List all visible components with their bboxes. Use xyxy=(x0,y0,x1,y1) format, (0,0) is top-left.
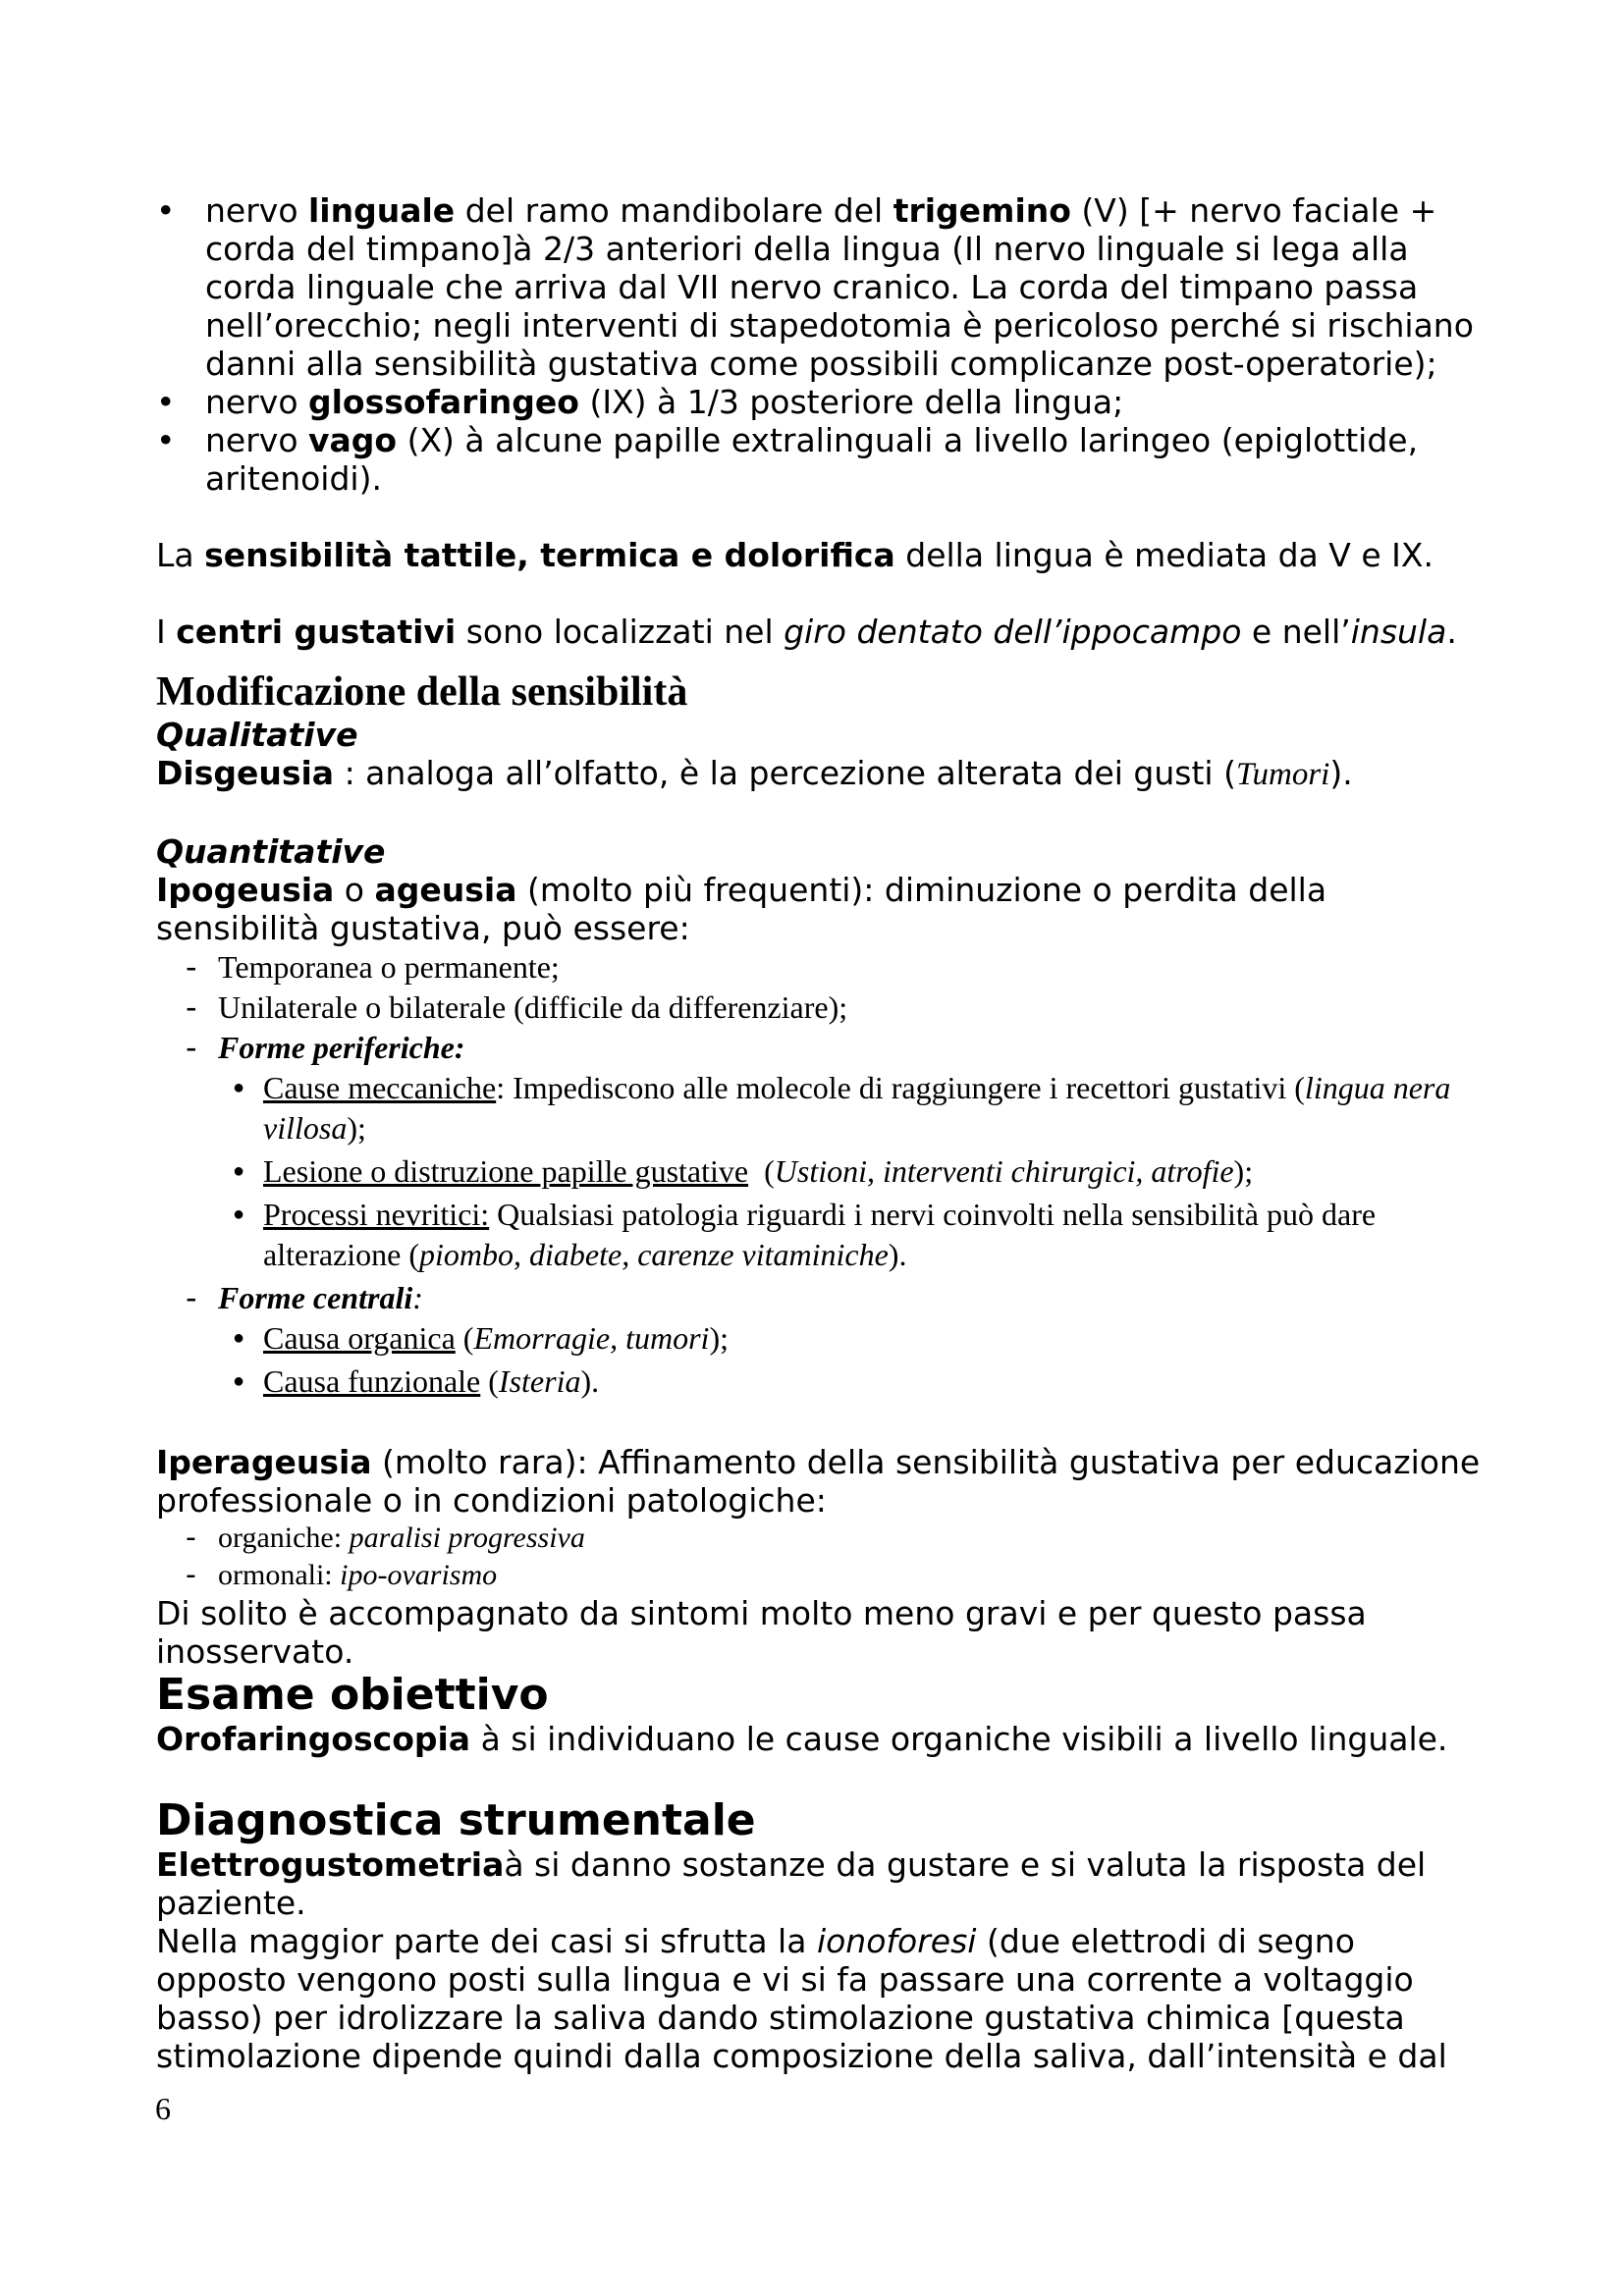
text: à si individuano le cause organiche visibili a livello linguale. xyxy=(470,1720,1448,1758)
underlined-text: Causa organica xyxy=(263,1320,456,1356)
italic-text: Ustioni, interventi chirurgici, atrofie xyxy=(774,1153,1234,1189)
text: ( xyxy=(748,1153,775,1189)
bold-text: trigemino xyxy=(893,191,1071,230)
bold-text: glossofaringeo xyxy=(308,383,579,421)
text: del ramo mandibolare del xyxy=(455,191,893,230)
list-item xyxy=(218,1195,1482,1275)
text: e nell’ xyxy=(1241,613,1351,651)
text: nervo xyxy=(205,421,308,459)
text: nervo xyxy=(205,191,308,230)
bold-text: vago xyxy=(308,421,398,459)
esame-paragraph xyxy=(156,1720,1482,1758)
italic-text: piombo, diabete, carenze vitaminiche xyxy=(419,1237,889,1272)
underlined-text: Processi nevritici: xyxy=(263,1197,490,1232)
list-item-forme-periferiche xyxy=(156,1028,1482,1275)
bold-text: centri gustativi xyxy=(176,613,457,651)
text: della lingua è mediata da V e IX. xyxy=(894,536,1434,574)
list-item xyxy=(218,1362,1482,1402)
text: o xyxy=(334,871,375,909)
list-item-nervo-vago xyxy=(156,421,1482,498)
text: ). xyxy=(1329,754,1353,792)
text: Nella maggior parte dei casi si sfrutta la xyxy=(156,1922,817,1960)
ipogeusia-list xyxy=(156,947,1482,1402)
nerve-list xyxy=(156,191,1482,498)
subheading-quantitative: Quantitative xyxy=(156,832,386,871)
centrali-list xyxy=(218,1318,1482,1402)
italic-text: lingua nera villosa xyxy=(263,1070,1451,1146)
text: ormonali: xyxy=(218,1559,341,1591)
bold-text: Elettrogustometria xyxy=(156,1845,505,1884)
diagnostica-paragraph xyxy=(156,1845,1482,1922)
ionoforesi-paragraph xyxy=(156,1922,1482,2075)
page-number: 6 xyxy=(155,2091,171,2126)
text: ); xyxy=(347,1110,366,1146)
text: (due elettrodi di segno opposto vengono posti sulla lingua e vi si fa passare una corrente a voltaggio basso) per idrolizzare la saliva dando stimolazione gustativa chimica [questa stimolazione dipende quindi dalla composizione della saliva, dall’intensità e dal xyxy=(156,1922,1447,2075)
list-item xyxy=(218,1068,1482,1148)
section-heading-diagnostica: Diagnostica strumentale xyxy=(156,1795,756,1845)
text: ); xyxy=(709,1320,729,1356)
bold-text: sensibilità tattile, termica e dolorifica xyxy=(204,536,895,574)
list-item xyxy=(218,1151,1482,1192)
colon: : xyxy=(412,1280,423,1315)
text: ). xyxy=(580,1363,600,1399)
disgeusia-paragraph xyxy=(156,754,1482,794)
spacer xyxy=(156,1758,1482,1796)
list-item-forme-centrali xyxy=(156,1278,1482,1402)
periferiche-list xyxy=(218,1068,1482,1275)
spacer xyxy=(156,574,1482,613)
italic-text: Isteria xyxy=(498,1363,581,1399)
text: ( xyxy=(480,1363,499,1399)
tactile-paragraph xyxy=(156,536,1482,574)
text: organiche: xyxy=(218,1522,350,1554)
italic-text: ionoforesi xyxy=(816,1922,977,1960)
text: I xyxy=(156,613,177,651)
italic-text: insula xyxy=(1350,613,1447,651)
list-item: - Unilaterale o bilaterale (difficile da differenziare); xyxy=(156,988,1482,1028)
text: : analoga all’olfatto, è la percezione alterata dei gusti ( xyxy=(334,754,1236,792)
text: sono localizzati nel xyxy=(456,613,784,651)
italic-text: Emorragie, tumori xyxy=(473,1320,710,1356)
text: ); xyxy=(1233,1153,1254,1189)
text: ). xyxy=(888,1237,907,1272)
section-heading-modificazione: Modificazione della sensibilità xyxy=(156,669,688,715)
bold-text: Ipogeusia xyxy=(156,871,335,909)
bold-text: Orofaringoscopia xyxy=(156,1720,471,1758)
text: ( xyxy=(455,1320,474,1356)
colon: : xyxy=(454,1030,465,1065)
page-content xyxy=(156,191,1482,2075)
bold-italic-text: Forme centrali xyxy=(218,1280,413,1315)
bold-text: linguale xyxy=(308,191,456,230)
text: (IX) à 1/3 posteriore della lingua; xyxy=(578,383,1124,421)
text: nervo xyxy=(205,383,308,421)
italic-text: Tumori xyxy=(1235,757,1330,792)
text: La xyxy=(156,536,205,574)
text: (X) à alcune papille extralinguali a livello laringeo (epiglottide, aritenoidi). xyxy=(205,421,1419,498)
text: (molto rara): Affinamento della sensibilità gustativa per educazione professionale o in condizioni patologiche: xyxy=(156,1443,1481,1520)
underlined-text: Lesione o distruzione papille gustative xyxy=(263,1153,749,1189)
bold-text: Iperageusia xyxy=(156,1443,372,1481)
list-item xyxy=(156,1557,1482,1594)
bold-text: ageusia xyxy=(374,871,517,909)
text: (molto più frequenti): diminuzione o perdita della sensibilità gustativa, può essere: xyxy=(156,871,1327,947)
list-item: - Temporanea o permanente; xyxy=(156,947,1482,988)
italic-text: giro dentato dell’ippocampo xyxy=(784,613,1242,651)
spacer xyxy=(156,498,1482,536)
iperageusia-list xyxy=(156,1520,1482,1594)
list-item xyxy=(156,1520,1482,1557)
italic-text: ipo-ovarismo xyxy=(340,1559,498,1591)
text: à si danno sostanze da gustare e si valuta la risposta del paziente. xyxy=(156,1845,1427,1922)
underlined-text: Causa funzionale xyxy=(263,1363,481,1399)
ipogeusia-paragraph xyxy=(156,871,1482,947)
text: : Impediscono alle molecole di raggiungere i recettori gustativi ( xyxy=(496,1070,1305,1105)
iperageusia-paragraph xyxy=(156,1443,1482,1520)
list-item xyxy=(218,1318,1482,1359)
bold-text: Disgeusia xyxy=(156,754,335,792)
underlined-text: Cause meccaniche xyxy=(263,1070,497,1105)
iperageusia-note: Di solito è accompagnato da sintomi molto meno gravi e per questo passa inosservato. xyxy=(156,1594,1367,1671)
italic-text: paralisi progressiva xyxy=(349,1522,585,1554)
bold-italic-text: Forme periferiche xyxy=(218,1030,455,1065)
centers-paragraph xyxy=(156,613,1482,651)
text: Qualsiasi patologia riguardi i nervi coinvolti nella sensibilità può dare alterazione ( xyxy=(263,1197,1377,1272)
list-item-nervo-glossofaringeo xyxy=(156,383,1482,421)
list-item-nervo-linguale xyxy=(156,191,1482,383)
subheading-qualitative: Qualitative xyxy=(156,716,358,754)
spacer xyxy=(156,794,1482,832)
spacer xyxy=(156,1405,1482,1443)
text: . xyxy=(1446,613,1457,651)
section-heading-esame: Esame obiettivo xyxy=(156,1670,549,1720)
text: (V) [+ nervo faciale + corda del timpano]à 2/3 anteriori della lingua (Il nervo linguale si lega alla corda linguale che arriva dal VII nervo cranico. La corda del timpano passa nell’orecchio; negli interventi di stapedotomia è pericoloso perché si rischiano danni alla sensibilità gustativa come possibili complicanze post-operatorie); xyxy=(205,191,1474,383)
